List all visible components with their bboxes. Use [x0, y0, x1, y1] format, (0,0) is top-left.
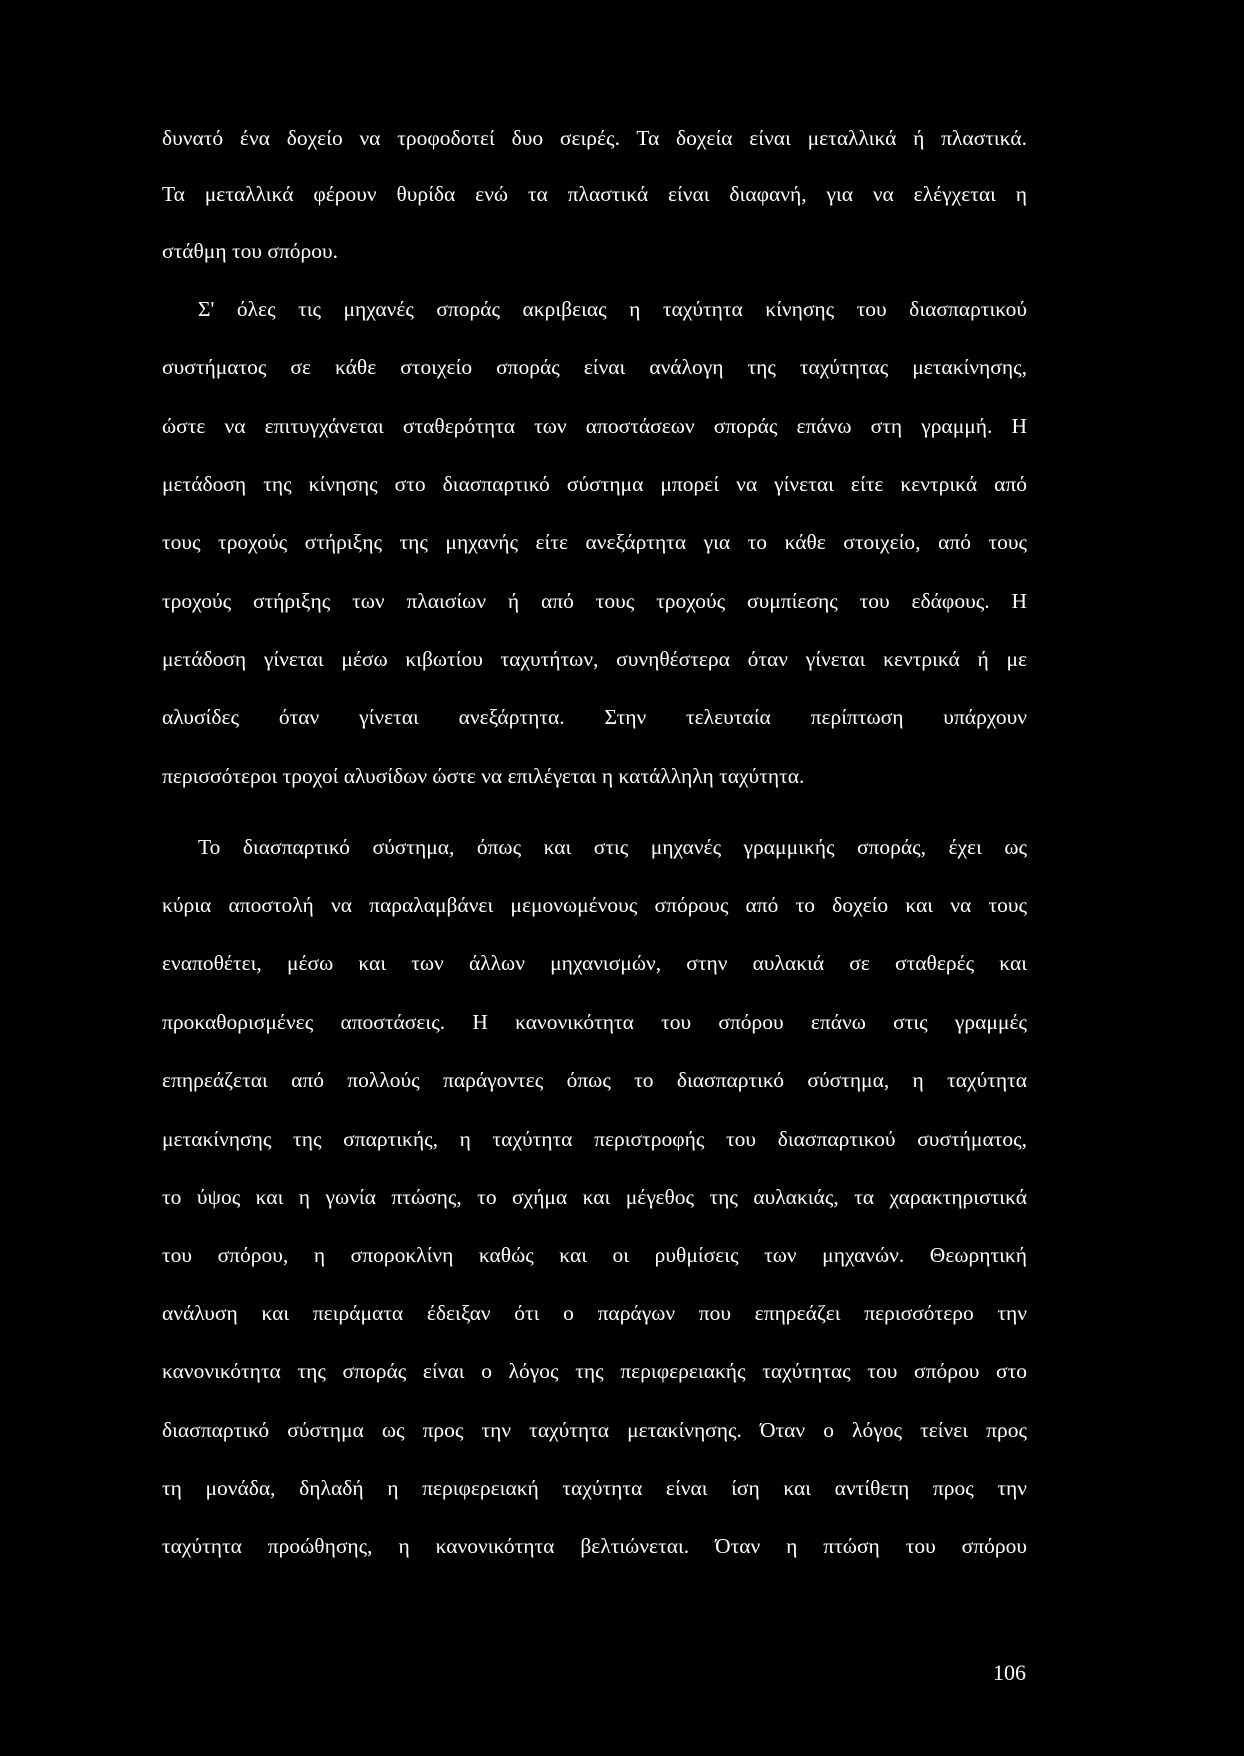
text-line: στάθμη του σπόρου.	[162, 239, 339, 263]
text-line: μετάδοση γίνεται μέσω κιβωτίου ταχυτήτων, συνηθέστερα όταν γίνεται κεντρικά ή με	[162, 647, 1027, 671]
text-line: Τα μεταλλικά φέρουν θυρίδα ενώ τα πλαστικά είναι διαφανή, για να ελέγχεται η	[162, 182, 1027, 206]
text-line: προκαθορισμένες αποστάσεις. Η κανονικότητα του σπόρου επάνω στις γραμμές	[162, 1010, 1027, 1034]
text-line: τη μονάδα, δηλαδή η περιφερειακή ταχύτητα είναι ίση και αντίθετη προς την	[162, 1476, 1027, 1500]
text-line: περισσότεροι τροχοί αλυσίδων ώστε να επιλέγεται η κατάλληλη ταχύτητα.	[162, 764, 805, 788]
text-line: τροχούς στήριξης των πλαισίων ή από τους τροχούς συμπίεσης του εδάφους. Η	[162, 589, 1027, 613]
text-line: ανάλυση και πειράματα έδειξαν ότι ο παράγων που επηρεάζει περισσότερο την	[162, 1301, 1027, 1325]
text-line: τους τροχούς στήριξης της μηχανής είτε ανεξάρτητα για το κάθε στοιχείο, από τους	[162, 530, 1027, 554]
text-line: μετάδοση της κίνησης στο διασπαρτικό σύστημα μπορεί να γίνεται είτε κεντρικά από	[162, 472, 1027, 496]
text-line: διασπαρτικό σύστημα ως προς την ταχύτητα μετακίνησης. Όταν ο λόγος τείνει προς	[162, 1418, 1027, 1442]
paragraph-first-line: Σ' όλες τις μηχανές σποράς ακριβειας η ταχύτητα κίνησης του διασπαρτικού	[198, 297, 1027, 321]
page-number: 106	[993, 1660, 1026, 1685]
text-line: ώστε να επιτυγχάνεται σταθερότητα των αποστάσεων σποράς επάνω στη γραμμή. Η	[162, 414, 1027, 438]
text-line: το ύψος και η γωνία πτώσης, το σχήμα και μέγεθος της αυλακιάς, τα χαρακτηριστικά	[162, 1185, 1027, 1209]
text-line: του σπόρου, η σποροκλίνη καθώς και οι ρυθμίσεις των μηχανών. Θεωρητική	[162, 1243, 1027, 1267]
text-line: αλυσίδες όταν γίνεται ανεξάρτητα. Στην τελευταία περίπτωση υπάρχουν	[162, 705, 1027, 729]
text-line: κύρια αποστολή να παραλαμβάνει μεμονωμένους σπόρους από το δοχείο και να τους	[162, 893, 1027, 917]
text-line: ταχύτητα προώθησης, η κανονικότητα βελτιώνεται. Όταν η πτώση του σπόρου	[162, 1534, 1027, 1558]
text-line: μετακίνησης της σπαρτικής, η ταχύτητα περιστροφής του διασπαρτικού συστήματος,	[162, 1127, 1027, 1151]
text-line: δυνατό ένα δοχείο να τροφοδοτεί δυο σειρές. Τα δοχεία είναι μεταλλικά ή πλαστικά.	[162, 126, 1027, 150]
text-line: επηρεάζεται από πολλούς παράγοντες όπως το διασπαρτικό σύστημα, η ταχύτητα	[162, 1068, 1027, 1092]
paragraph-first-line: Το διασπαρτικό σύστημα, όπως και στις μηχανές γραμμικής σποράς, έχει ως	[198, 835, 1027, 859]
text-line: εναποθέτει, μέσω και των άλλων μηχανισμών, στην αυλακιά σε σταθερές και	[162, 951, 1027, 975]
text-line: συστήματος σε κάθε στοιχείο σποράς είναι ανάλογη της ταχύτητας μετακίνησης,	[162, 355, 1027, 379]
text-line: κανονικότητα της σποράς είναι ο λόγος της περιφερειακής ταχύτητας του σπόρου στο	[162, 1359, 1027, 1383]
